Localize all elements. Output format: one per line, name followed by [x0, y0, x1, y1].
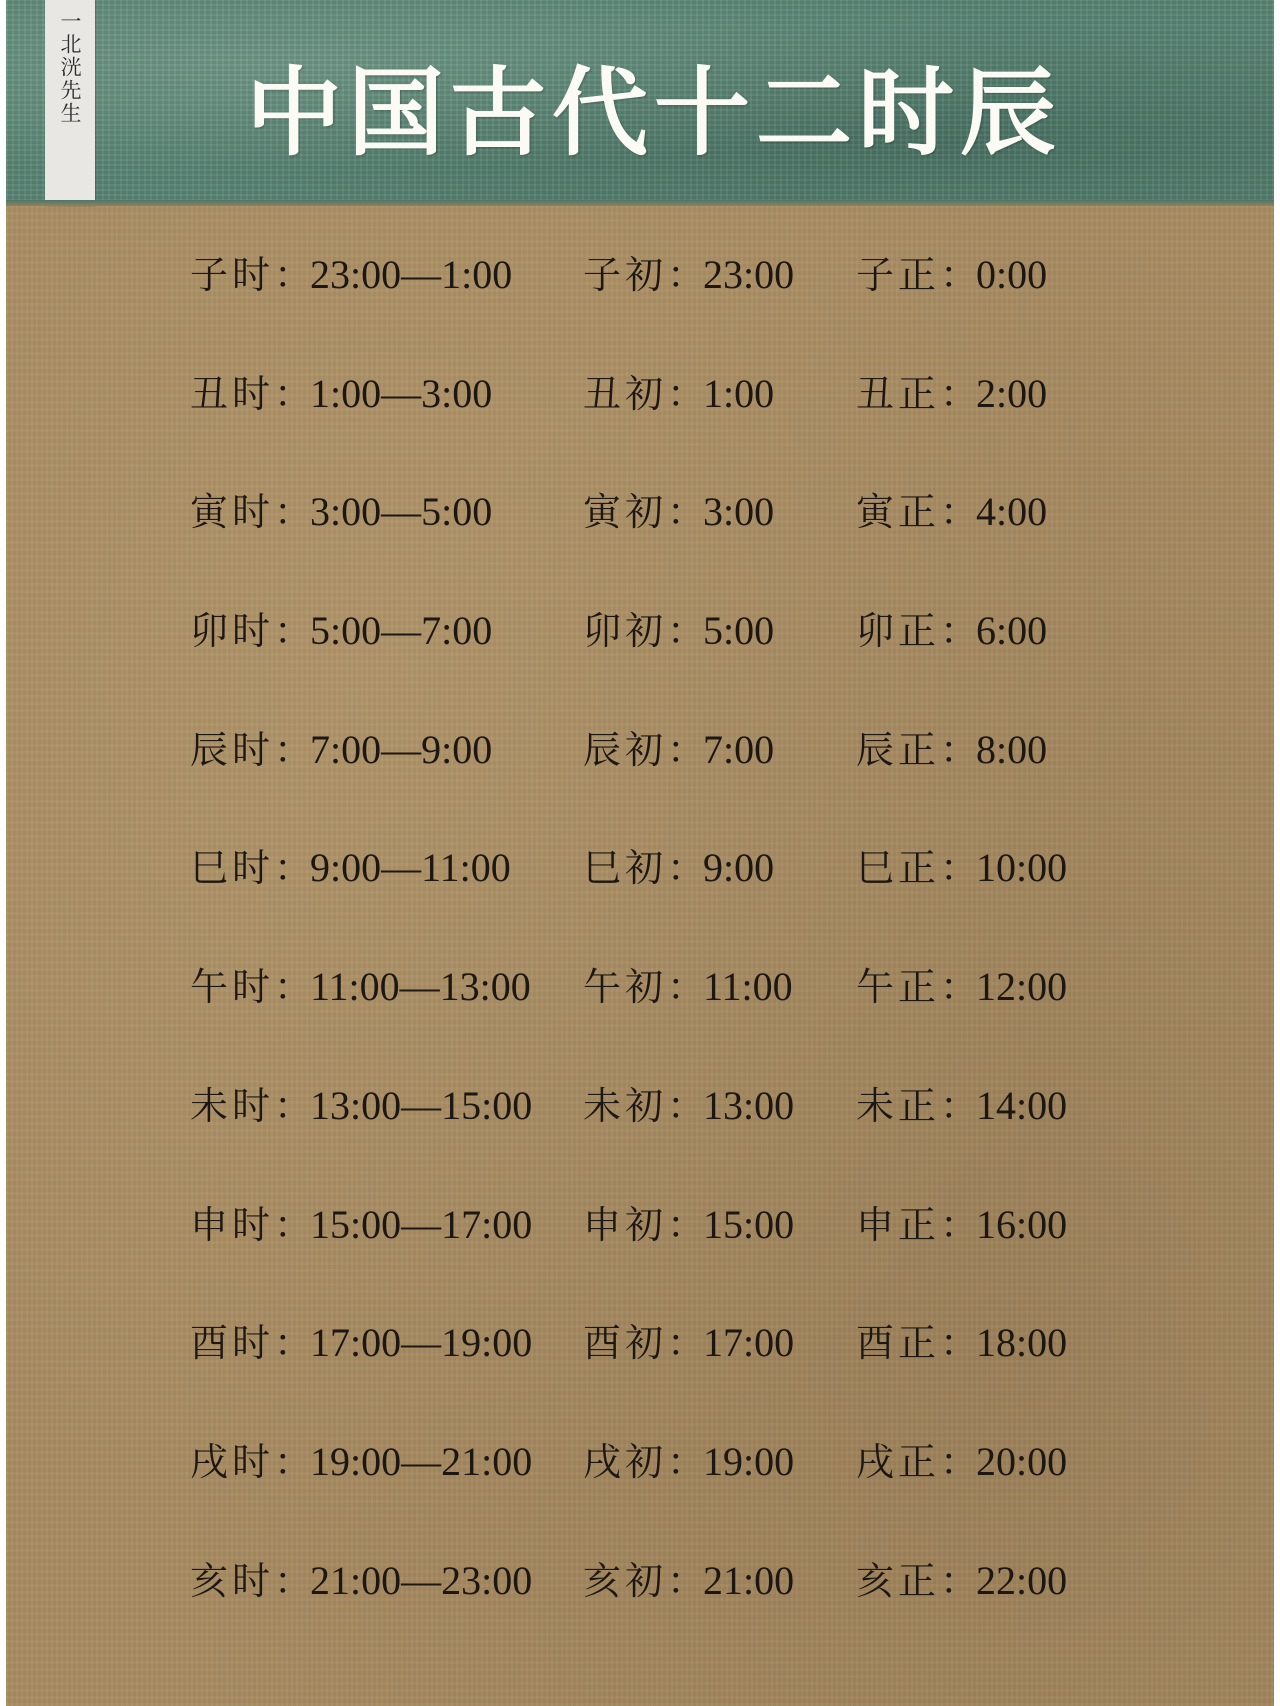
mid-time-cell	[856, 369, 1047, 419]
cell-label: 申初	[583, 1202, 668, 1247]
cell-value: 9:00—11:00	[310, 845, 511, 891]
cell-separator: ：	[940, 727, 983, 772]
start-time-cell	[583, 1318, 794, 1368]
cell-separator: ：	[274, 727, 317, 772]
start-time-cell	[583, 369, 774, 419]
start-time-cell	[583, 1556, 794, 1606]
cell-label: 戌正	[856, 1439, 941, 1484]
cell-label: 子时	[190, 253, 275, 297]
table-row	[6, 1542, 1274, 1661]
mid-time-cell	[856, 843, 1067, 893]
cell-separator: ：	[667, 253, 710, 297]
start-time-cell	[583, 725, 774, 775]
cell-label: 午时	[190, 965, 275, 1010]
start-time-cell	[583, 843, 774, 893]
cell-separator: ：	[667, 609, 710, 654]
hour-range-cell	[190, 1200, 532, 1250]
cell-separator: ：	[274, 371, 317, 416]
cell-value: 11:00	[703, 964, 793, 1010]
mid-time-cell	[856, 1437, 1067, 1487]
cell-label: 卯初	[583, 609, 668, 654]
cell-label: 戌初	[583, 1439, 668, 1484]
cell-label: 巳初	[583, 846, 668, 891]
cell-separator: ：	[274, 846, 317, 891]
cell-label: 未初	[583, 1083, 668, 1128]
cell-label: 酉正	[856, 1321, 941, 1366]
cell-separator: ：	[940, 1321, 983, 1366]
start-time-cell	[583, 1200, 794, 1250]
cell-label: 未时	[190, 1083, 275, 1128]
cell-label: 巳正	[856, 846, 941, 891]
start-time-cell	[583, 1437, 794, 1487]
hour-range-cell	[190, 606, 492, 656]
cell-value: 12:00	[976, 964, 1068, 1010]
cell-separator: ：	[940, 371, 983, 416]
cell-value: 2:00	[976, 370, 1048, 416]
table-row	[6, 711, 1274, 830]
cell-label: 午初	[583, 965, 668, 1010]
cell-label: 子正	[856, 253, 941, 297]
cell-value: 17:00—19:00	[310, 1320, 533, 1366]
cell-value: 15:00	[703, 1201, 795, 1247]
cell-value: 6:00	[976, 608, 1048, 654]
cell-value: 15:00—17:00	[310, 1201, 533, 1247]
mid-time-cell	[856, 487, 1047, 537]
mid-time-cell	[856, 1318, 1067, 1368]
hour-range-cell	[190, 962, 531, 1012]
cell-separator: ：	[667, 965, 710, 1010]
table-row	[6, 592, 1274, 711]
mid-time-cell	[856, 725, 1047, 775]
hour-range-cell	[190, 725, 492, 775]
cell-value: 16:00	[976, 1201, 1068, 1247]
cell-separator: ：	[667, 1558, 710, 1603]
hour-range-cell	[190, 487, 492, 537]
table-row	[6, 829, 1274, 948]
start-time-cell	[583, 250, 794, 300]
cell-value: 21:00—23:00	[310, 1557, 533, 1603]
cell-separator: ：	[940, 1202, 983, 1247]
cell-separator: ：	[940, 609, 983, 654]
cell-separator: ：	[667, 727, 710, 772]
cell-value: 18:00	[976, 1320, 1068, 1366]
cell-separator: ：	[940, 490, 983, 535]
hour-range-cell	[190, 1437, 532, 1487]
cell-label: 酉初	[583, 1321, 668, 1366]
cell-label: 亥正	[856, 1558, 941, 1603]
cell-separator: ：	[274, 490, 317, 535]
header-divider	[6, 200, 1274, 206]
cell-label: 卯时	[190, 609, 275, 654]
cell-value: 21:00	[703, 1557, 795, 1603]
cell-value: 8:00	[976, 726, 1048, 772]
start-time-cell	[583, 487, 774, 537]
header-banner	[6, 0, 1274, 206]
cell-label: 丑初	[583, 371, 668, 416]
cell-label: 辰正	[856, 727, 941, 772]
cell-label: 寅时	[190, 490, 275, 535]
cell-value: 10:00	[976, 845, 1068, 891]
start-time-cell	[583, 962, 793, 1012]
table-row	[6, 355, 1274, 474]
cell-label: 寅初	[583, 490, 668, 535]
hour-range-cell	[190, 1318, 532, 1368]
hour-range-cell	[190, 1556, 532, 1606]
cell-label: 午正	[856, 965, 941, 1010]
cell-label: 寅正	[856, 490, 941, 535]
cell-value: 23:00	[703, 252, 795, 297]
cell-separator: ：	[274, 1202, 317, 1247]
cell-value: 20:00	[976, 1438, 1068, 1484]
hour-range-cell	[190, 843, 511, 893]
table-row	[6, 1186, 1274, 1305]
start-time-cell	[583, 606, 774, 656]
cell-label: 亥初	[583, 1558, 668, 1603]
cell-value: 7:00—9:00	[310, 726, 493, 772]
cell-separator: ：	[274, 965, 317, 1010]
cell-label: 申正	[856, 1202, 941, 1247]
cell-value: 14:00	[976, 1082, 1068, 1128]
author-name: 一北洸先生	[58, 10, 82, 125]
page-title: 中国古代十二时辰	[246, 56, 1062, 169]
cell-separator: ：	[940, 1558, 983, 1603]
cell-separator: ：	[940, 1083, 983, 1128]
document-page	[6, 0, 1274, 1706]
cell-label: 丑时	[190, 371, 275, 416]
cell-label: 亥时	[190, 1558, 275, 1603]
table-row	[6, 948, 1274, 1067]
cell-label: 卯正	[856, 609, 941, 654]
cell-separator: ：	[274, 609, 317, 654]
cell-separator: ：	[940, 965, 983, 1010]
cell-value: 13:00—15:00	[310, 1082, 533, 1128]
cell-label: 辰时	[190, 727, 275, 772]
table-row	[6, 1304, 1274, 1423]
start-time-cell	[583, 1081, 794, 1131]
cell-value: 1:00	[703, 370, 775, 416]
cell-value: 5:00—7:00	[310, 608, 493, 654]
cell-separator: ：	[667, 1321, 710, 1366]
cell-value: 5:00	[703, 608, 775, 654]
cell-value: 4:00	[976, 489, 1048, 535]
cell-separator: ：	[274, 1083, 317, 1128]
cell-label: 申时	[190, 1202, 275, 1247]
cell-separator: ：	[667, 371, 710, 416]
mid-time-cell	[856, 1200, 1067, 1250]
cell-value: 3:00—5:00	[310, 489, 493, 535]
cell-separator: ：	[667, 1083, 710, 1128]
table-row	[6, 1067, 1274, 1186]
shichen-table	[6, 236, 1274, 1660]
cell-separator: ：	[274, 1558, 317, 1603]
cell-label: 巳时	[190, 846, 275, 891]
cell-separator: ：	[667, 1439, 710, 1484]
hour-range-cell	[190, 1081, 532, 1131]
cell-value: 9:00	[703, 845, 775, 891]
cell-separator: ：	[940, 253, 983, 297]
cell-separator: ：	[667, 1202, 710, 1247]
cell-value: 11:00—13:00	[310, 964, 531, 1010]
table-row	[6, 473, 1274, 592]
cell-value: 19:00—21:00	[310, 1438, 533, 1484]
cell-separator: ：	[667, 490, 710, 535]
cell-value: 19:00	[703, 1438, 795, 1484]
cell-separator: ：	[667, 846, 710, 891]
cell-separator: ：	[274, 253, 317, 297]
table-row	[6, 1423, 1274, 1542]
cell-label: 未正	[856, 1083, 941, 1128]
table-row	[6, 236, 1274, 355]
mid-time-cell	[856, 250, 1047, 300]
hour-range-cell	[190, 369, 492, 419]
cell-value: 22:00	[976, 1557, 1068, 1603]
cell-value: 3:00	[703, 489, 775, 535]
cell-value: 17:00	[703, 1320, 795, 1366]
cell-label: 酉时	[190, 1321, 275, 1366]
cell-value: 23:00—1:00	[310, 252, 513, 297]
mid-time-cell	[856, 1081, 1067, 1131]
cell-label: 戌时	[190, 1439, 275, 1484]
cell-separator: ：	[274, 1439, 317, 1484]
hour-range-cell	[190, 250, 512, 300]
cell-value: 7:00	[703, 726, 775, 772]
cell-label: 子初	[583, 253, 668, 297]
author-tab	[45, 0, 95, 206]
cell-value: 13:00	[703, 1082, 795, 1128]
cell-separator: ：	[274, 1321, 317, 1366]
cell-separator: ：	[940, 1439, 983, 1484]
mid-time-cell	[856, 1556, 1067, 1606]
cell-value: 0:00	[976, 252, 1048, 297]
cell-value: 1:00—3:00	[310, 370, 493, 416]
cell-label: 辰初	[583, 727, 668, 772]
cell-label: 丑正	[856, 371, 941, 416]
mid-time-cell	[856, 606, 1047, 656]
cell-separator: ：	[940, 846, 983, 891]
mid-time-cell	[856, 962, 1067, 1012]
